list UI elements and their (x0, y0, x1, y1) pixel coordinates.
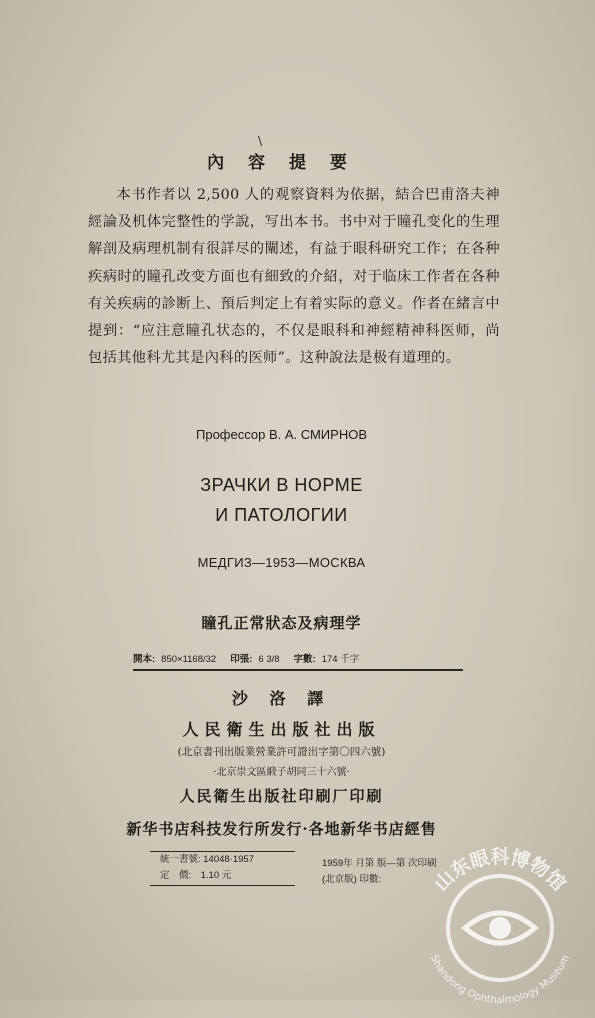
words-label: 字數: (293, 654, 316, 665)
russian-title (0, 470, 563, 530)
author-name: Профессор В. А. СМИРНОВ (196, 427, 367, 442)
printer: 人民衛生出版社印刷厂印刷 (179, 787, 384, 805)
chinese-title: 瞳孔正常狀态及病理学 (201, 614, 362, 632)
summary-heading: 內 容 提 要 (207, 153, 356, 173)
summary-block (88, 182, 500, 372)
distributor: 新华书店科技发行所发行·各地新华书店經售 (126, 820, 437, 838)
footer-left (160, 852, 254, 884)
russian-publisher: МЕДГИЗ—1953—МОСКВА (197, 555, 366, 570)
book-number: 統一書號: 14048·1957 (160, 854, 254, 865)
sheets-label: 印張: (230, 654, 253, 665)
russian-title-line1: ЗРАЧКИ В НОРМЕ (200, 475, 363, 495)
svg-text:Shandong Ophthalmology Museum: Shandong Ophthalmology Museum (427, 953, 573, 1007)
sheets-value: 6 3/8 (258, 654, 280, 665)
format-spec (133, 651, 216, 665)
svg-text:山东眼科博物馆: 山东眼科博物馆 (430, 846, 570, 896)
russian-title-line2: И ПАТОЛОГИИ (215, 505, 348, 525)
sheets-spec (230, 651, 279, 665)
publisher-address: ·北京崇文區緞子胡同三十六號· (213, 767, 350, 778)
footer-rule-bottom (150, 885, 295, 886)
format-label: 開本: (133, 654, 156, 665)
book-specs (133, 651, 463, 671)
pen-mark: \ (258, 134, 263, 148)
publisher: 人民衛生出版社出版 (182, 720, 381, 739)
summary-text: 本书作者以 2,500 人的观察資料为依据，結合巴甫洛夫神經論及机体完整性的学說，写出本书。书中对于瞳孔变化的生理解剖及病理机制有很詳尽的闡述，有益于眼科研究工作；在各种疾病时的瞳孔改变方面也有細致的介紹，对于临床工作者在各种有关疾病的診断上、預后判定上有着实际的意义。作者在緒言中提到：“应注意瞳孔状态的，不仅是眼科和神經精神科医师，尚包括其他科尤其是內科的医师”。这种說法是极有道理的。 (88, 187, 500, 367)
edition-info: 1959年 月第 版—第 次印刷 (322, 858, 437, 869)
words-spec (294, 651, 360, 665)
price: 定 價: 1.10 元 (160, 870, 232, 881)
words-value: 174 千字 (321, 654, 360, 665)
publishing-permit: (北京書刊出版業營業許可證出字第〇四六號) (177, 746, 386, 758)
format-value: 850×1168/32 (161, 654, 217, 665)
print-run: (北京版) 印數: (322, 874, 382, 885)
translator: 沙 洛 譯 (231, 689, 332, 708)
museum-watermark-logo (405, 828, 595, 1018)
